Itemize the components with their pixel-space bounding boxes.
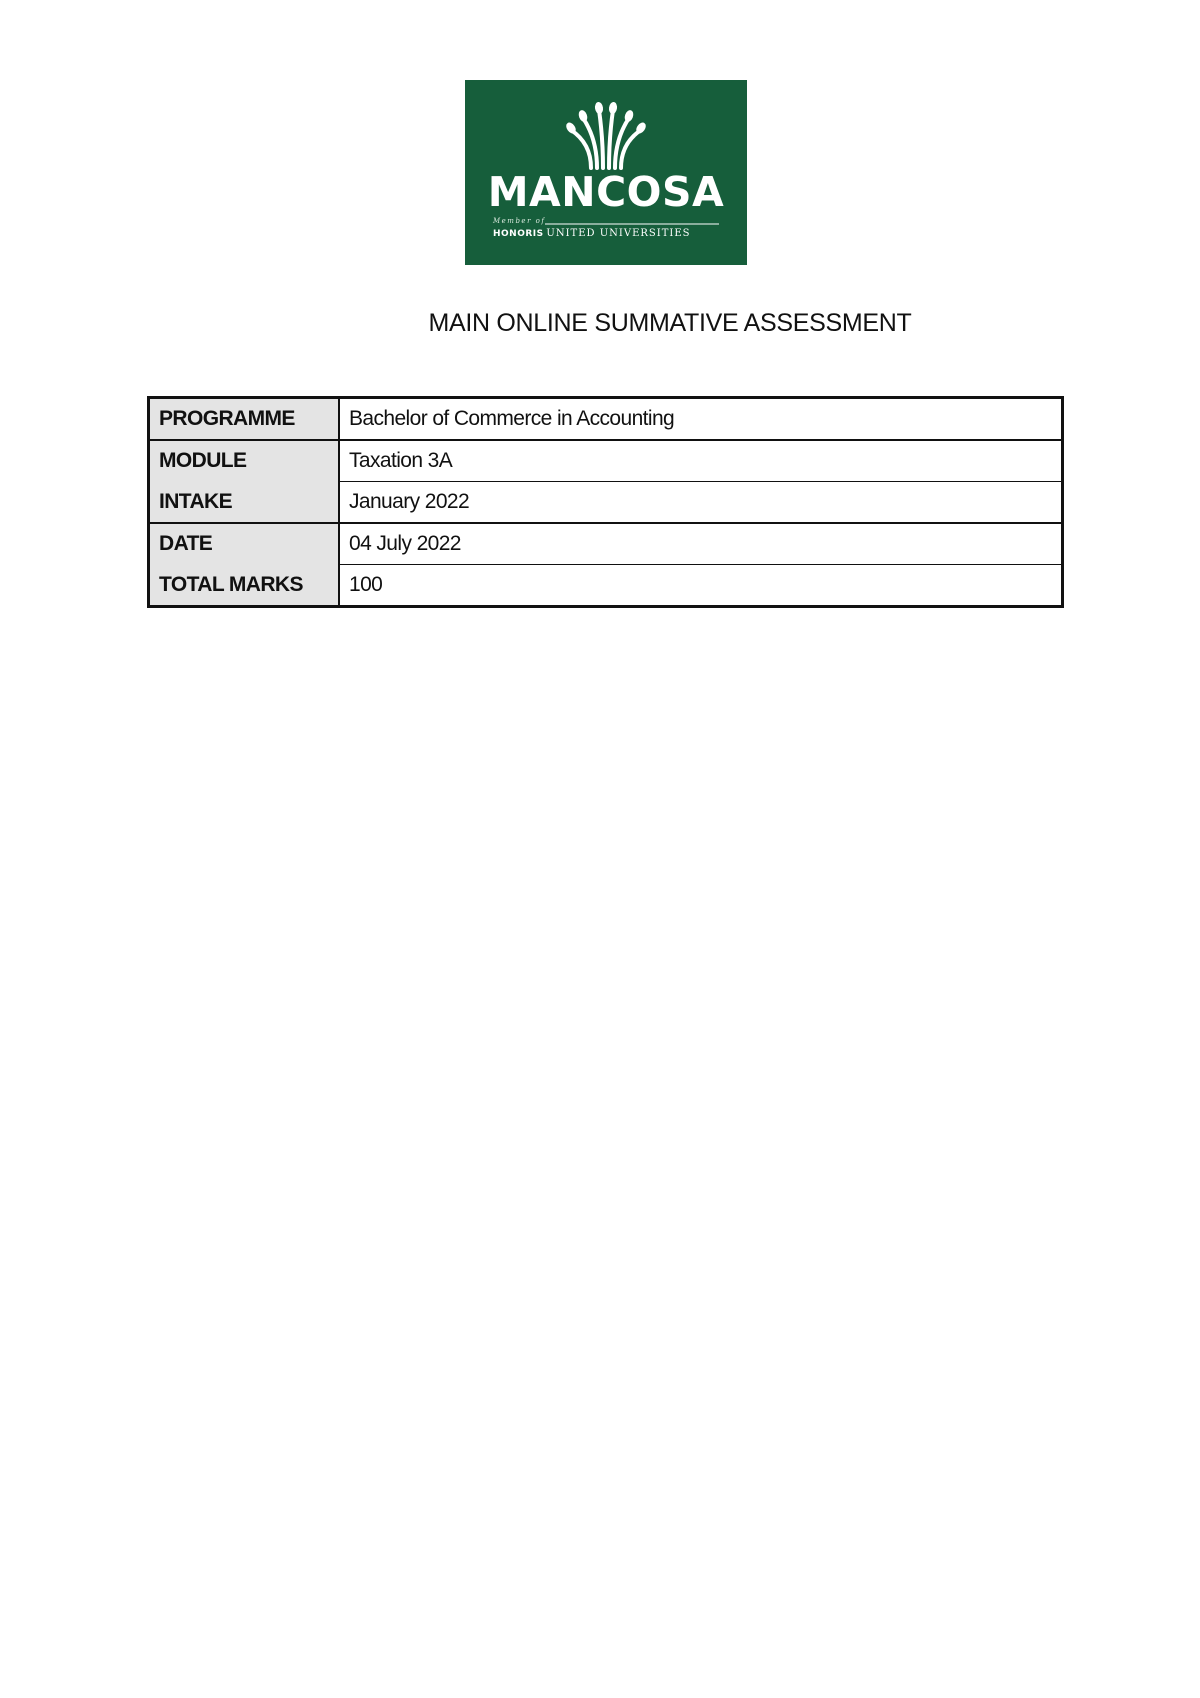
logo-wordmark: MANCOSA [487, 168, 725, 216]
row-label: INTAKE [149, 482, 340, 524]
row-label: DATE [149, 523, 340, 565]
logo-affiliation-rest: UNITED UNIVERSITIES [546, 228, 691, 239]
table-row [149, 440, 1063, 482]
row-value: Bachelor of Commerce in Accounting [339, 398, 1063, 441]
row-value: 04 July 2022 [339, 523, 1063, 565]
table-row [149, 523, 1063, 565]
logo-member-of: Member of [493, 217, 546, 225]
row-label: PROGRAMME [149, 398, 340, 441]
document-title: MAIN ONLINE SUMMATIVE ASSESSMENT [428, 309, 912, 337]
table-row [149, 398, 1063, 441]
tree-emblem-icon [465, 80, 747, 180]
row-value: 100 [339, 565, 1063, 607]
table-row [149, 565, 1063, 607]
mancosa-logo [465, 80, 747, 265]
row-label: TOTAL MARKS [149, 565, 340, 607]
row-value: Taxation 3A [339, 440, 1063, 482]
table-row [149, 482, 1063, 524]
row-value: January 2022 [339, 482, 1063, 524]
logo-affiliation-bold: HONORIS [493, 229, 544, 239]
row-label: MODULE [149, 440, 340, 482]
assessment-info-table [147, 396, 1064, 608]
logo-affiliation [493, 228, 723, 240]
